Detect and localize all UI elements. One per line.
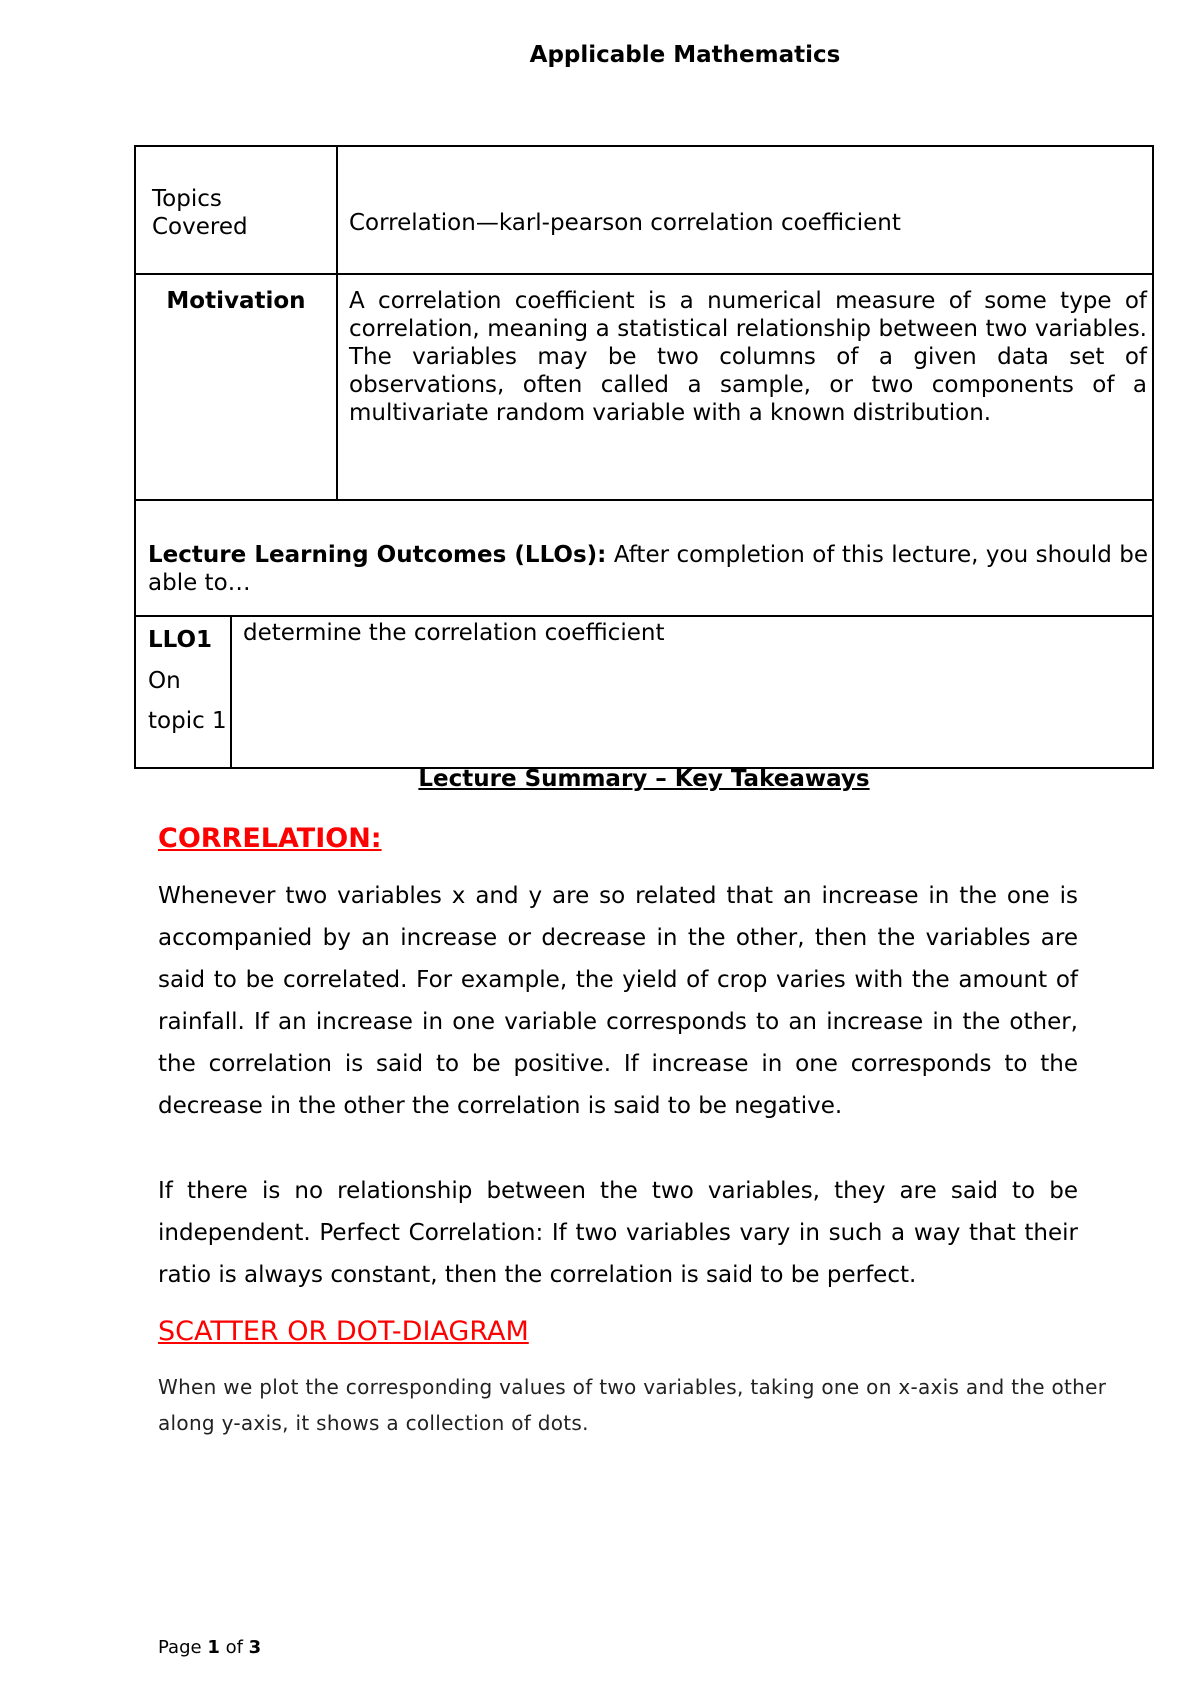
scatter-heading: SCATTER OR DOT-DIAGRAM — [158, 1316, 529, 1347]
llo1-row — [136, 615, 1152, 767]
motivation-row — [136, 273, 1152, 501]
correlation-heading: CORRELATION: — [158, 823, 382, 854]
column-divider — [336, 273, 338, 499]
correlation-paragraph-1 — [158, 875, 1078, 1127]
llo-heading-row — [136, 499, 1152, 617]
topics-label: Topics Covered — [152, 186, 248, 240]
motivation-label: Motivation — [166, 288, 306, 314]
lecture-info-table — [134, 145, 1154, 769]
footer-total-pages: 3 — [248, 1637, 262, 1658]
motivation-text: A correlation coefficient is a numerical measure of some type of correlation, meaning a statistical relationship between two variables. The variables may be two columns of a given data set of observations, often called a sample, or two components of a multivariate random variable with a known distribution. — [349, 288, 1147, 426]
page-footer — [158, 1637, 261, 1658]
footer-current-page: 1 — [207, 1637, 220, 1658]
column-divider — [230, 615, 232, 767]
llo1-sub: On topic 1 — [148, 668, 227, 734]
correlation-paragraph-1-text: Whenever two variables x and y are so related that an increase in the one is accompanied by an increase or decrease in the other, then the variables are said to be correlated. For example, the yield of crop varies with the amount of rainfall. If an increase in one variable corresponds to an increase in the other, the correlation is said to be positive. If increase in one corresponds to the decrease in the other the correlation is said to be negative. — [158, 883, 1078, 1119]
correlation-paragraph-2-text: If there is no relationship between the two variables, they are said to be independent. Perfect Correlation: If two variables vary in such a way that their ratio is always constant, then the correlation is said to be perfect. — [158, 1178, 1078, 1288]
topics-value: Correlation—karl-pearson correlation coefficient — [349, 210, 901, 236]
footer-page-word: Page — [158, 1637, 202, 1658]
llo1-id: LLO1 — [148, 627, 213, 653]
scatter-text: When we plot the corresponding values of two variables, taking one on x-axis and the other along y-axis, it shows a collection of dots. — [158, 1375, 1107, 1435]
column-divider — [336, 147, 338, 273]
correlation-paragraph-2 — [158, 1170, 1078, 1296]
llo1-description: determine the correlation coefficient — [243, 620, 665, 646]
llo-heading-rest: After completion of this lecture, you should be able to… — [148, 542, 1148, 596]
llo1-id-cell — [148, 619, 228, 741]
topics-row — [136, 147, 1152, 275]
summary-title: Lecture Summary – Key Takeaways — [418, 766, 870, 792]
llo-heading — [148, 541, 1148, 597]
document-header-title: Applicable Mathematics — [529, 42, 841, 68]
llo-heading-bold: Lecture Learning Outcomes (LLOs): — [148, 542, 607, 568]
footer-of-word: of — [225, 1637, 243, 1658]
